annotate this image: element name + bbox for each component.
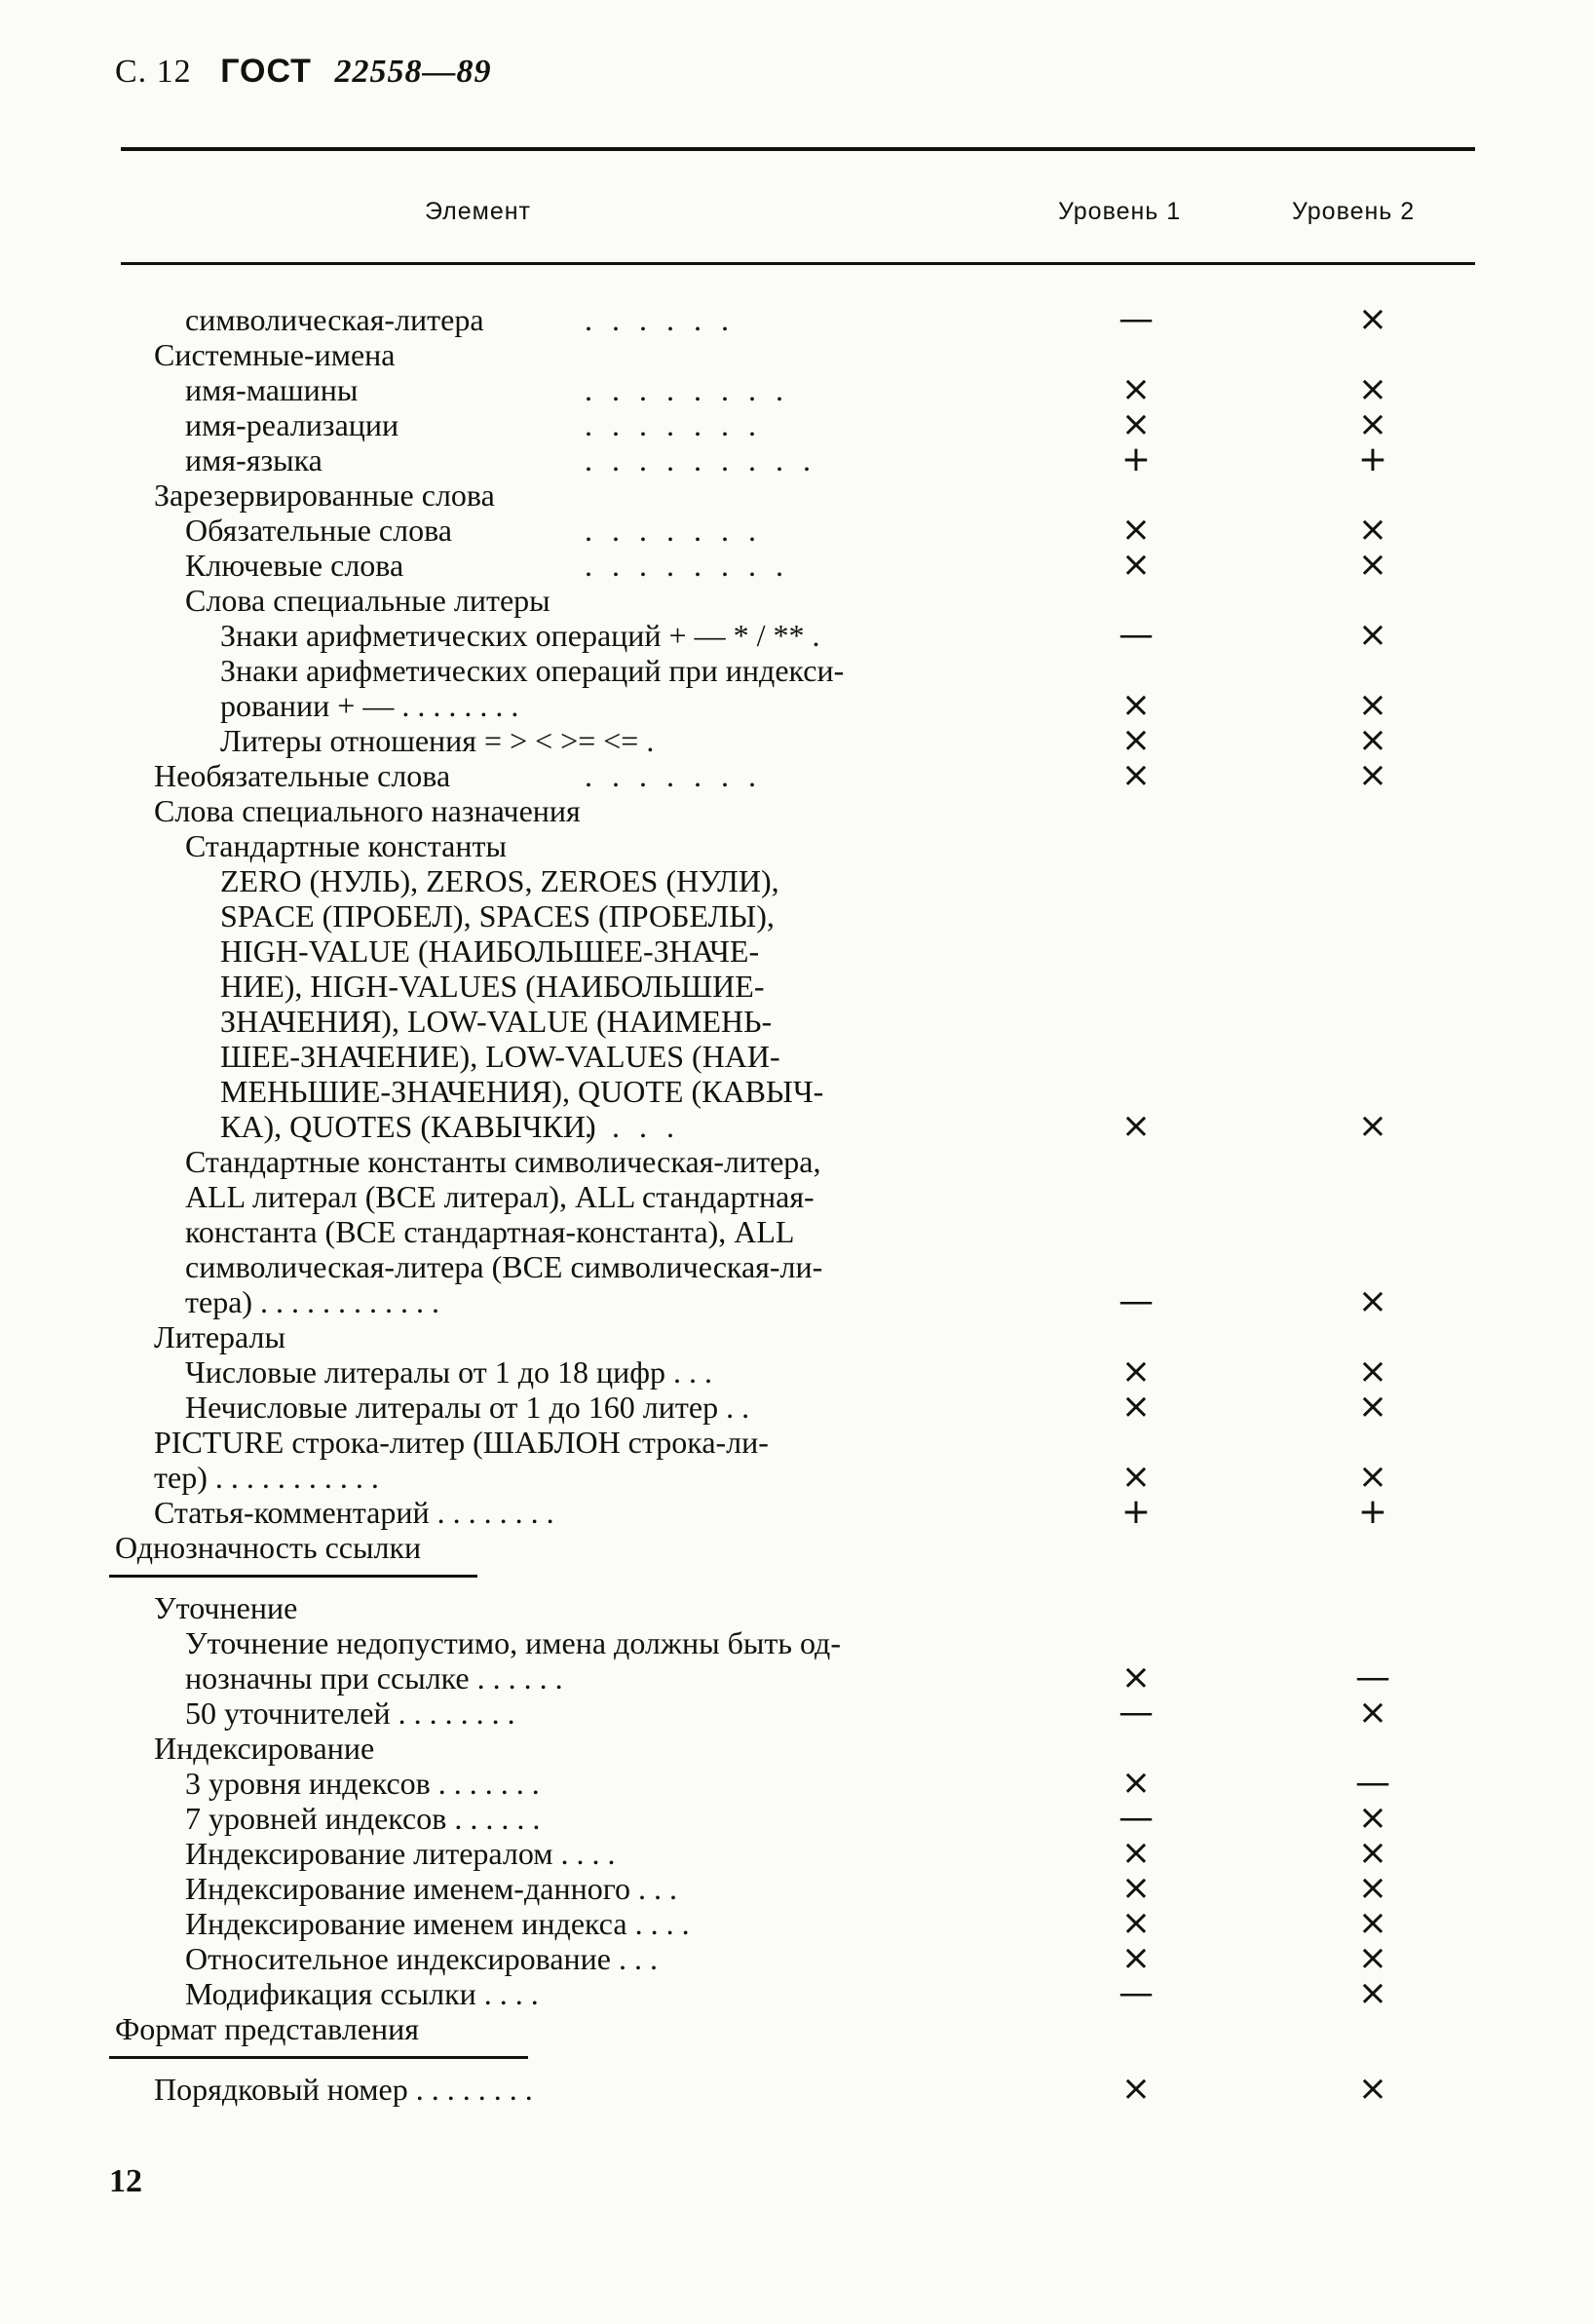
level1-mark: — <box>1119 1798 1154 1838</box>
element-name: ЗНАЧЕНИЯ), LOW-VALUE (НАИМЕНЬ- <box>220 1004 773 1039</box>
element-name: Статья-комментарий . . . . . . . . <box>154 1495 554 1530</box>
table-row <box>0 720 1593 760</box>
table-row <box>0 510 1593 550</box>
element-name: символическая-литера (ВСЕ символическая-ли- <box>185 1249 823 1284</box>
level1-mark: × <box>1120 545 1152 585</box>
level2-mark: × <box>1357 1457 1388 1497</box>
table-row <box>0 299 1593 339</box>
table-row <box>0 1214 1593 1249</box>
table-row <box>0 2069 1593 2109</box>
element-name: Стандартные константы символическая-литера, <box>185 1144 821 1179</box>
element-name: 3 уровня индексов . . . . . . . <box>185 1766 540 1801</box>
standard-label: ГОСТ <box>220 53 312 90</box>
table-body <box>0 299 1593 2109</box>
leader-dots: . . . . . . . <box>585 407 762 442</box>
level1-mark: × <box>1120 369 1152 409</box>
column-header-element: Элемент <box>425 198 531 225</box>
element-name: имя-языка <box>185 442 322 477</box>
leader-dots: . . . . . . . <box>585 758 762 793</box>
level2-mark: + <box>1357 439 1388 479</box>
section-underline <box>109 1575 477 1578</box>
element-name: Относительное индексирование . . . <box>185 1941 658 1976</box>
table-row <box>0 1695 1593 1731</box>
table-row <box>0 1903 1593 1943</box>
table-row <box>0 1833 1593 1873</box>
element-name: Индексирование именем индекса . . . . <box>185 1906 690 1941</box>
level1-mark: × <box>1120 1457 1152 1497</box>
level2-mark: × <box>1357 1833 1388 1873</box>
table-row <box>0 404 1593 444</box>
level1-mark: × <box>1120 1657 1152 1697</box>
table-row <box>0 1425 1593 1460</box>
table-row <box>0 653 1593 688</box>
section-heading-row <box>0 2011 1593 2072</box>
leader-dots: . . . . . . . . <box>585 548 789 583</box>
element-name: Индексирование литералом . . . . <box>185 1836 616 1871</box>
table-top-rule <box>121 147 1475 151</box>
level2-mark: × <box>1357 1693 1388 1733</box>
level1-mark: × <box>1120 510 1152 550</box>
level1-mark: × <box>1120 1763 1152 1803</box>
element-name: Индексирование <box>154 1731 375 1766</box>
table-row <box>0 1731 1593 1766</box>
section-heading: Формат представления <box>115 2011 419 2046</box>
table-row <box>0 1868 1593 1908</box>
element-name: Слова специального назначения <box>154 793 581 828</box>
element-name: Обязательные слова <box>185 513 452 548</box>
level2-mark: × <box>1357 755 1388 795</box>
column-header-level2: Уровень 2 <box>1292 198 1416 225</box>
level2-mark: × <box>1357 615 1388 655</box>
element-name: МЕНЬШИЕ-ЗНАЧЕНИЯ), QUOTE (КАВЫЧ- <box>220 1074 824 1109</box>
level2-mark: × <box>1357 369 1388 409</box>
table-row <box>0 1387 1593 1427</box>
element-name: Уточнение недопустимо, имена должны быть од- <box>185 1625 841 1660</box>
element-name: ровании + — . . . . . . . . <box>220 688 519 723</box>
table-row <box>0 969 1593 1004</box>
level2-mark: × <box>1357 685 1388 725</box>
level2-mark: × <box>1357 1868 1388 1908</box>
table-row <box>0 863 1593 898</box>
level1-mark: × <box>1120 1833 1152 1873</box>
element-name: ZERO (НУЛЬ), ZEROS, ZEROES (НУЛИ), <box>220 863 779 898</box>
level2-mark: × <box>1357 720 1388 760</box>
table-row <box>0 793 1593 828</box>
level2-mark: × <box>1357 2069 1388 2109</box>
table-row <box>0 1798 1593 1838</box>
element-name: Необязательные слова <box>154 758 451 793</box>
level2-mark: × <box>1357 1938 1388 1978</box>
element-name: Знаки арифметических операций + — * / ** . <box>220 618 820 653</box>
element-name: Числовые литералы от 1 до 18 цифр . . . <box>185 1354 712 1390</box>
table-row <box>0 1625 1593 1660</box>
section-underline <box>109 2056 528 2059</box>
column-header-level1: Уровень 1 <box>1058 198 1182 225</box>
table-row <box>0 1938 1593 1978</box>
element-name: тер) . . . . . . . . . . . <box>154 1460 379 1495</box>
element-name: 50 уточнителей . . . . . . . . <box>185 1695 515 1731</box>
table-row <box>0 1763 1593 1803</box>
table-header-rule <box>121 262 1475 265</box>
level1-mark: + <box>1120 439 1152 479</box>
leader-dots: . . . . . . . . <box>585 372 789 407</box>
level2-mark: + <box>1357 1492 1388 1532</box>
level1-mark: × <box>1120 1938 1152 1978</box>
level1-mark: × <box>1120 404 1152 444</box>
level2-mark: × <box>1357 404 1388 444</box>
table-row <box>0 1354 1593 1390</box>
level1-mark: × <box>1120 685 1152 725</box>
element-name: ALL литерал (ВСЕ литерал), ALL стандартная- <box>185 1179 815 1214</box>
element-name: ШЕЕ-ЗНАЧЕНИЕ), LOW-VALUES (НАИ- <box>220 1039 780 1074</box>
leader-dots: . . . . . . <box>585 302 735 337</box>
element-name: константа (ВСЕ стандартная-константа), ALL <box>185 1214 795 1249</box>
level2-mark: × <box>1357 1903 1388 1943</box>
level1-mark: × <box>1120 1106 1152 1146</box>
table-row <box>0 545 1593 585</box>
level2-mark: × <box>1357 1106 1388 1146</box>
element-name: PICTURE строка-литер (ШАБЛОН строка-ли- <box>154 1425 769 1460</box>
element-name: имя-реализации <box>185 407 399 442</box>
table-row <box>0 828 1593 863</box>
level1-mark: × <box>1120 1352 1152 1391</box>
element-name: Стандартные константы <box>185 828 507 863</box>
table-row <box>0 898 1593 933</box>
element-name: Системные-имена <box>154 337 396 372</box>
element-name: символическая-литера <box>185 302 484 337</box>
element-name: КА), QUOTES (КАВЫЧКИ) <box>220 1109 596 1144</box>
element-name: Знаки арифметических операций при индекси- <box>220 653 845 688</box>
level1-mark: × <box>1120 1903 1152 1943</box>
element-name: Литеры отношения = > < >= <= . <box>220 723 655 758</box>
element-name: 7 уровней индексов . . . . . . <box>185 1801 541 1836</box>
table-row <box>0 1457 1593 1497</box>
element-name: Порядковый номер . . . . . . . . <box>154 2072 533 2107</box>
table-row <box>0 1039 1593 1074</box>
element-name: НИЕ), HIGH-VALUES (НАИБОЛЬШИЕ- <box>220 969 765 1004</box>
level2-mark: × <box>1357 1281 1388 1321</box>
level1-mark: — <box>1119 615 1154 655</box>
table-row <box>0 933 1593 969</box>
table-row <box>0 477 1593 513</box>
element-name: Ключевые слова <box>185 548 404 583</box>
element-name: Слова специальные литеры <box>185 583 550 618</box>
level2-mark: × <box>1357 1352 1388 1391</box>
table-row <box>0 1590 1593 1625</box>
element-name: нозначны при ссылке . . . . . . <box>185 1660 563 1695</box>
table-row <box>0 1973 1593 2013</box>
table-row <box>0 685 1593 725</box>
section-heading: Однозначность ссылки <box>115 1530 422 1565</box>
page-label: С. 12 <box>115 54 192 90</box>
element-name: SPACE (ПРОБЕЛ), SPACES (ПРОБЕЛЫ), <box>220 898 775 933</box>
element-name: тера) . . . . . . . . . . . . <box>185 1284 440 1319</box>
table-row <box>0 1179 1593 1214</box>
level2-mark: × <box>1357 545 1388 585</box>
table-row <box>0 1249 1593 1284</box>
leader-dots: . . . . <box>585 1109 680 1144</box>
level1-mark: × <box>1120 720 1152 760</box>
table-row <box>0 1657 1593 1697</box>
level2-mark: × <box>1357 1973 1388 2013</box>
element-name: Модификация ссылки . . . . <box>185 1976 539 2011</box>
level2-mark: × <box>1357 299 1388 339</box>
table-row <box>0 1106 1593 1146</box>
table-row <box>0 369 1593 409</box>
table-row <box>0 583 1593 618</box>
level1-mark: — <box>1119 299 1154 339</box>
table-row <box>0 755 1593 795</box>
table-row <box>0 1492 1593 1532</box>
level1-mark: — <box>1119 1281 1154 1321</box>
element-name: Литералы <box>154 1319 285 1354</box>
level1-mark: — <box>1119 1693 1154 1733</box>
element-name: имя-машины <box>185 372 359 407</box>
element-name: Нечисловые литералы от 1 до 160 литер . . <box>185 1390 750 1425</box>
table-row <box>0 1004 1593 1039</box>
section-heading-row <box>0 1530 1593 1590</box>
table-row <box>0 1319 1593 1354</box>
element-name: Индексирование именем-данного . . . <box>185 1871 678 1906</box>
element-name: Уточнение <box>154 1590 298 1625</box>
level1-mark: × <box>1120 2069 1152 2109</box>
level2-mark: × <box>1357 1798 1388 1838</box>
level1-mark: × <box>1120 1387 1152 1427</box>
page-header <box>115 53 491 91</box>
table-row <box>0 615 1593 655</box>
level1-mark: × <box>1120 755 1152 795</box>
element-name: HIGH-VALUE (НАИБОЛЬШЕЕ-ЗНАЧЕ- <box>220 933 760 969</box>
leader-dots: . . . . . . . . . <box>585 442 816 477</box>
element-name: Зарезервированные слова <box>154 477 495 513</box>
level2-mark: — <box>1355 1657 1390 1697</box>
level2-mark: × <box>1357 1387 1388 1427</box>
table-row <box>0 1144 1593 1179</box>
leader-dots: . . . . . . . <box>585 513 762 548</box>
table-row <box>0 1074 1593 1109</box>
level1-mark: — <box>1119 1973 1154 2013</box>
level1-mark: + <box>1120 1492 1152 1532</box>
level2-mark: × <box>1357 510 1388 550</box>
page-number: 12 <box>109 2163 142 2199</box>
table-row <box>0 439 1593 479</box>
table-row <box>0 1281 1593 1321</box>
level2-mark: — <box>1355 1763 1390 1803</box>
table-row <box>0 337 1593 372</box>
level1-mark: × <box>1120 1868 1152 1908</box>
standard-number: 22558—89 <box>334 54 492 90</box>
